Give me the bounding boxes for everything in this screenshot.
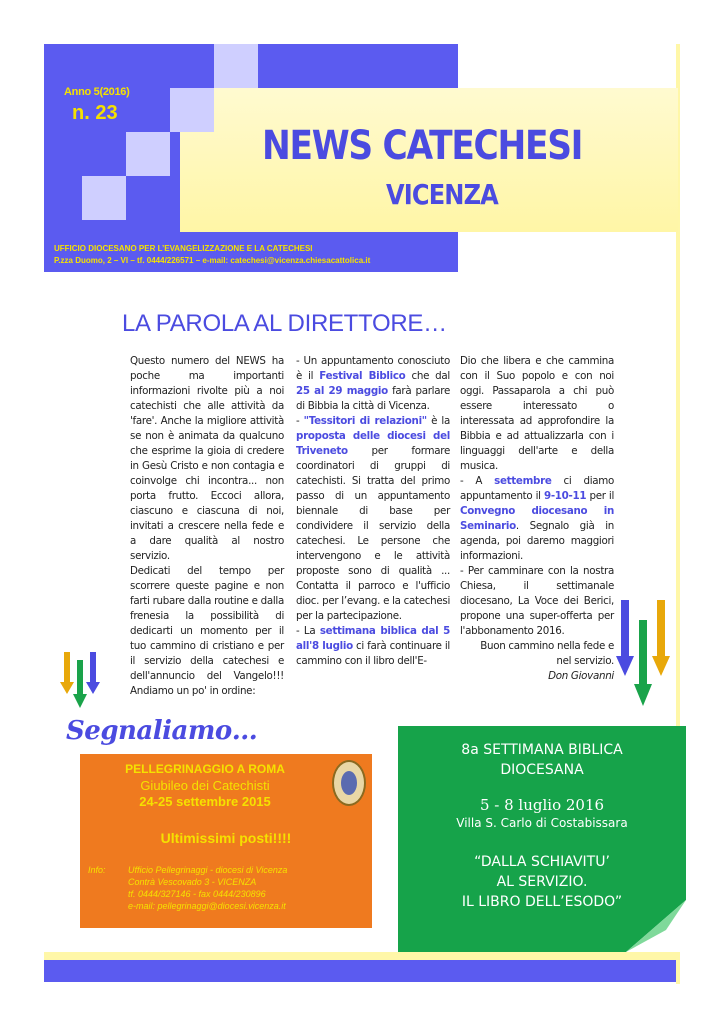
- newsletter-title: NEWS CATECHESI: [262, 123, 583, 169]
- text-run: -: [296, 415, 304, 427]
- article-paragraph: [296, 414, 450, 624]
- text-run: farà parlare di Bibbia la città di Vicenza.: [296, 385, 450, 412]
- pilgrimage-title: PELLEGRINAGGIO A ROMA: [125, 762, 285, 776]
- text-run: - La: [296, 625, 320, 637]
- arrows-decoration-right: [616, 600, 676, 712]
- article-paragraph: - Per camminare con la nostra Chiesa, il settimanale diocesano, La Voce dei Berici, propone una super-offerta per l'abbonamento 2016.: [460, 565, 614, 637]
- text-run: . Segnalo già in agenda, poi daremo maggiori informazioni.: [460, 520, 614, 562]
- article-closing: Buon cammino nella fede e nel servizio.: [480, 640, 614, 667]
- info-phone: tf. 0444/327146 - fax 0444/230896: [128, 889, 266, 899]
- arrows-decoration-left: [60, 652, 104, 712]
- highlight-text: 9-10-11: [543, 490, 587, 502]
- article-column-1: [130, 354, 284, 699]
- office-name: UFFICIO DIOCESANO PER L’EVANGELIZZAZIONE E LA CATECHESI: [54, 244, 313, 253]
- biblical-week-place: Villa S. Carlo di Costabissara: [456, 816, 628, 830]
- highlight-text: settimana biblica dal 5 all'8 luglio: [296, 625, 450, 652]
- text-run: per formare coordinatori di gruppi di catechisti. Si tratta del primo passo di un appuntamento biennale di base per condividere il servizio della catechesi. Le persone che intervengono e le attività proposte sono di qualità ... Contatta il parroco e l'ufficio dioc. per l’evang. e la catechesi per la partecipazione.: [296, 445, 451, 622]
- title-line: DIOCESANA: [500, 762, 584, 778]
- biblical-week-dates: 5 - 8 luglio 2016: [479, 796, 605, 814]
- header-square: [214, 44, 258, 88]
- pilgrimage-box: [80, 754, 372, 928]
- header-square: [82, 176, 126, 220]
- highlight-text: Festival Biblico: [319, 370, 406, 382]
- header-square: [170, 88, 214, 132]
- arrow-down-icon: [60, 652, 74, 694]
- highlight-text: Convegno diocesano in Seminario: [460, 505, 614, 532]
- pilgrimage-dates: 24-25 settembre 2015: [139, 794, 271, 809]
- signature: Don Giovanni: [548, 670, 614, 682]
- office-address: P.zza Duomo, 2 – VI – tf. 0444/226571 – e-mail: catechesi@vicenza.chiesacattolica.it: [54, 256, 371, 265]
- arrow-down-icon: [652, 600, 670, 676]
- article-paragraph: [296, 624, 450, 669]
- text-run: è la: [426, 415, 450, 427]
- biblical-week-title: [398, 740, 686, 780]
- info-address: Contrà Vescovado 3 - VICENZA: [128, 877, 257, 887]
- text-run: - Un appuntamento conosciuto è il: [296, 355, 450, 382]
- office-info: [54, 243, 454, 267]
- theme-line: “DALLA SCHIAVITU’: [474, 854, 610, 870]
- info-office: Ufficio Pellegrinaggi - diocesi di Vicenza: [128, 865, 288, 875]
- issue-number: n. 23: [72, 102, 118, 124]
- last-seats-notice: Ultimissimi posti!!!!: [160, 830, 292, 846]
- arrow-down-icon: [86, 652, 100, 694]
- text-run: per il: [586, 490, 614, 502]
- text-run: - A: [460, 475, 495, 487]
- segnaliamo-heading: Segnaliamo…: [66, 716, 258, 746]
- article-paragraph: Questo numero del NEWS ha poche ma importanti informazioni rivolte più a noi catechisti che alle attività da 'fare'. Anche la migliore attività se non è animata da qualcuno che esprime la gioia di credere in Gesù Cristo e non contagia e coinvolge chi incontra... non porta frutto. Eccoci allora, ciascuno e ciascuna di noi, invitati a crescere nella fede e a dare qualità al nostro servizio.: [130, 355, 284, 562]
- page-curl-icon: [626, 900, 686, 952]
- article-paragraph: Dedicati del tempo per scorrere queste pagine e non farti rubare dalla routine e dalla frenesia la possibilità di dedicarti un momento per il tuo cammino di cristiano e per il servizio della catechesi e dell'annuncio del Vangelo!!! Andiamo un po' in ordine:: [130, 565, 284, 697]
- info-label: Info:: [88, 865, 106, 875]
- arrow-down-icon: [634, 620, 652, 706]
- highlight-text: settembre: [494, 475, 552, 487]
- year-label: Anno 5(2016): [64, 86, 130, 98]
- info-email[interactable]: e-mail: pellegrinaggi@diocesi.vicenza.it: [128, 901, 286, 911]
- text-run: ci diamo appuntamento il: [460, 475, 615, 502]
- article-paragraph: Dio che libera e che cammina con il Suo popolo e con noi oggi. Passaparola a chi può essere interessato o interessata ad approfondire la Bibbia e ad attualizzarla con i linguaggi dell'arte e della musica.: [460, 355, 614, 472]
- article-paragraph: [460, 474, 614, 564]
- theme-line: IL LIBRO DELL’ESODO”: [461, 894, 623, 910]
- article-paragraph: [296, 354, 450, 414]
- newsletter-subtitle: VICENZA: [386, 178, 498, 211]
- info-lines: [128, 864, 368, 912]
- text-run: ci farà continuare il cammino con il libro dell'E-: [296, 640, 450, 667]
- header-square: [126, 132, 170, 176]
- highlight-text: 25 al 29 maggio: [296, 385, 388, 397]
- arrow-down-icon: [616, 600, 634, 676]
- article-heading: LA PAROLA AL DIRETTORE…: [122, 310, 447, 337]
- theme-line: AL SERVIZIO.: [496, 874, 588, 890]
- article-column-3: [460, 354, 614, 684]
- arrow-down-icon: [73, 660, 87, 708]
- footer-band: [44, 960, 676, 982]
- jubilee-seal-icon: [332, 760, 366, 806]
- highlight-text: "Tessitori di relazioni": [303, 415, 427, 427]
- text-run: che dal: [405, 370, 450, 382]
- title-line: 8a SETTIMANA BIBLICA: [461, 742, 623, 758]
- article-column-2: [296, 354, 450, 669]
- pilgrimage-subtitle: Giubileo dei Catechisti: [140, 778, 270, 793]
- seal-figure: [341, 771, 357, 795]
- highlight-text: proposta delle diocesi del Triveneto: [296, 430, 450, 457]
